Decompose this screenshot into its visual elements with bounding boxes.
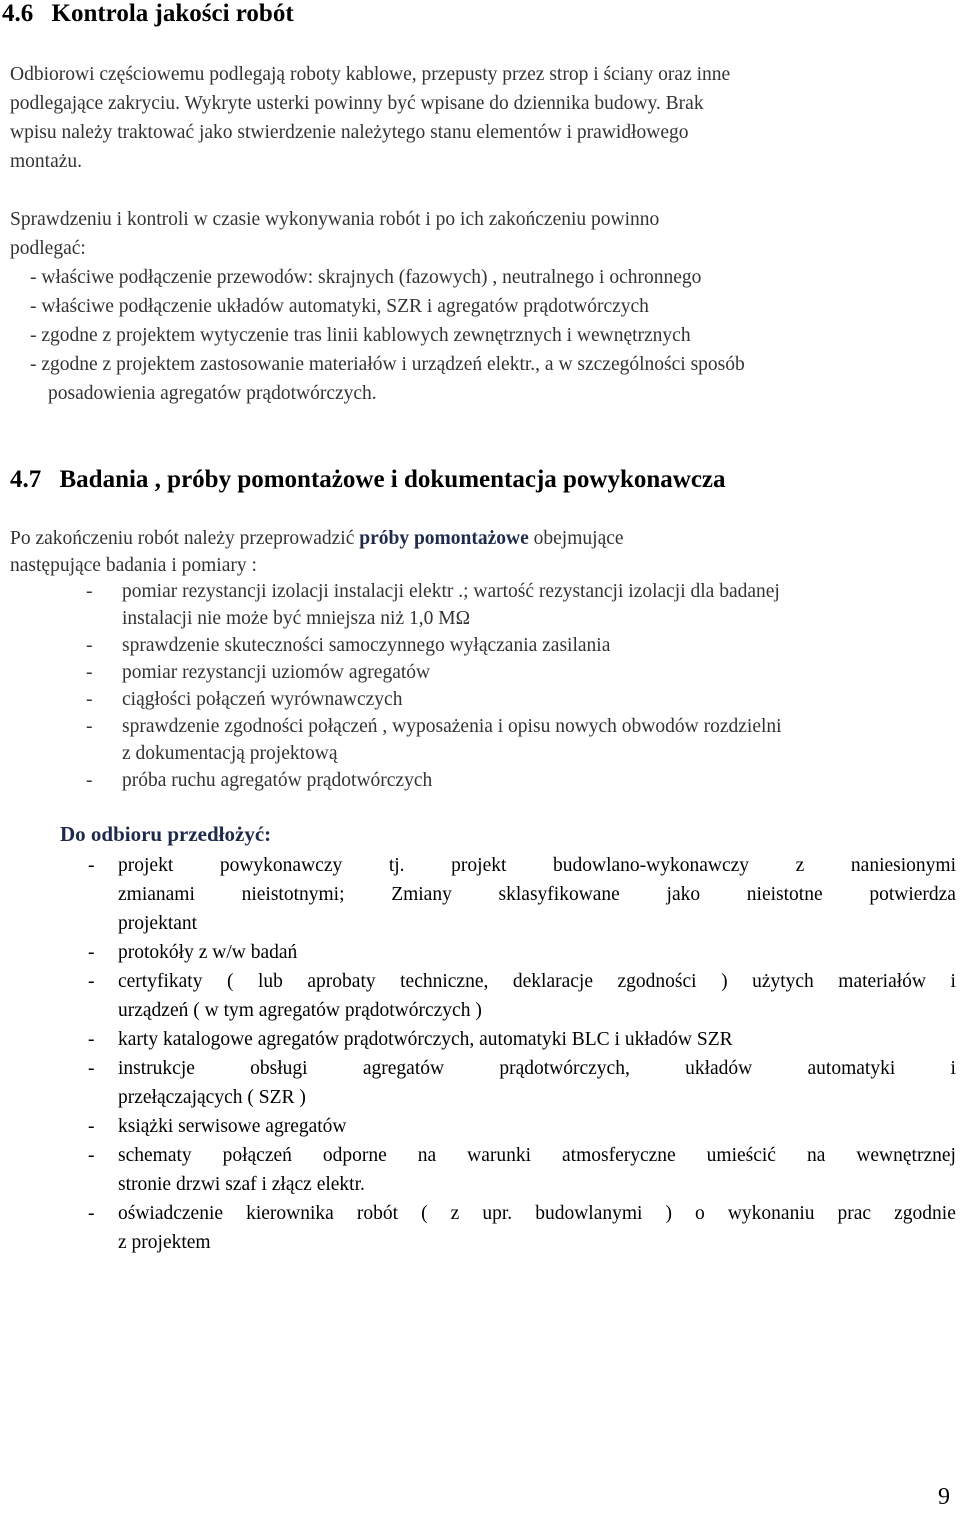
list-item-justified	[118, 1141, 956, 1170]
list-dash: -	[88, 971, 95, 992]
list-item-continuation: instalacji nie może być mniejsza niż 1,0 MΩ	[122, 608, 471, 629]
word: lub	[257, 971, 283, 992]
list-item-justified	[118, 880, 956, 909]
word: atmosferyczne	[562, 1145, 676, 1166]
word: deklaracje	[512, 971, 593, 992]
list-dash: -	[88, 855, 95, 876]
section-number: 4.7	[10, 466, 42, 493]
intro-text-end: obejmujące	[528, 528, 624, 549]
text-line: Sprawdzeniu i kontroli w czasie wykonywania robót i po ich zakończeniu powinno	[10, 209, 660, 230]
word: techniczne,	[400, 971, 489, 992]
word: )	[665, 1203, 672, 1224]
word: zmianami	[118, 884, 195, 905]
section-4-6-heading	[2, 0, 294, 28]
word: z	[450, 1203, 460, 1224]
list-item: pomiar rezystancji uziomów agregatów	[122, 662, 431, 683]
word: Zmiany	[391, 884, 452, 905]
word: potwierdza	[869, 884, 956, 905]
intro-line	[10, 524, 624, 553]
word: kierownika	[246, 1203, 334, 1224]
list-dash: -	[88, 1058, 95, 1079]
word: układów	[685, 1058, 753, 1079]
text-line: montażu.	[10, 151, 83, 172]
list-item-justified	[118, 851, 956, 880]
list-dash: -	[86, 716, 93, 737]
list-dash: -	[86, 689, 93, 710]
list-item-justified	[118, 1054, 956, 1083]
list-item-continuation: z dokumentacją projektową	[122, 743, 338, 764]
text-line: Odbiorowi częściowemu podlegają roboty kablowe, przepusty przez strop i ściany oraz inne	[10, 64, 731, 85]
section-4-7-heading	[10, 466, 726, 494]
word: aprobaty	[307, 971, 376, 992]
list-item: protokóły z w/w badań	[118, 942, 298, 963]
intro-line-2: następujące badania i pomiary :	[10, 555, 257, 576]
word: zgodności	[617, 971, 697, 992]
list-dash: -	[86, 635, 93, 656]
word: nieistotnymi;	[241, 884, 345, 905]
list-dash: -	[88, 1145, 95, 1166]
list-item: karty katalogowe agregatów prądotwórczych, automatyki BLC i układów SZR	[118, 1029, 733, 1050]
list-item: - właściwe podłączenie przewodów: skrajnych (fazowych) , neutralnego i ochronnego	[30, 267, 702, 288]
word: wykonaniu	[727, 1203, 815, 1224]
word: certyfikaty	[118, 971, 203, 992]
list-dash: -	[88, 1116, 95, 1137]
word: automatyki	[807, 1058, 896, 1079]
list-dash: -	[86, 770, 93, 791]
list-item: sprawdzenie zgodności połączeń , wyposażenia i opisu nowych obwodów rozdzielni	[122, 716, 782, 737]
odbior-heading: Do odbioru przedłożyć:	[60, 822, 272, 846]
list-item-continuation: projektant	[118, 913, 198, 934]
word: powykonawczy	[219, 855, 343, 876]
list-item-continuation: stronie drzwi szaf i złącz elektr.	[118, 1174, 365, 1195]
list-item-continuation: urządzeń ( w tym agregatów prądotwórczych )	[118, 1000, 482, 1021]
list-dash: -	[88, 942, 95, 963]
word: o	[695, 1203, 705, 1224]
word: tj.	[388, 855, 405, 876]
word: prądotwórczych,	[499, 1058, 630, 1079]
list-item: - zgodne z projektem zastosowanie materiałów i urządzeń elektr., a w szczególności sposób	[30, 354, 745, 375]
word: warunki	[467, 1145, 532, 1166]
word: na	[417, 1145, 437, 1166]
intro-bold-text: próby pomontażowe	[359, 528, 529, 549]
word: materiałów	[838, 971, 927, 992]
word: instrukcje	[118, 1058, 195, 1079]
list-item: pomiar rezystancji izolacji instalacji elektr .; wartość rezystancji izolacji dla badanej	[122, 581, 780, 602]
word: z	[795, 855, 805, 876]
word: budowlano-wykonawczy	[553, 855, 750, 876]
word: upr.	[482, 1203, 513, 1224]
list-dash: -	[86, 581, 93, 602]
word: projekt	[118, 855, 174, 876]
list-item-continuation: z projektem	[118, 1232, 211, 1253]
word: połączeń	[222, 1145, 292, 1166]
word: nieistotne	[746, 884, 823, 905]
list-item: próba ruchu agregatów prądotwórczych	[122, 770, 433, 791]
list-item: ciągłości połączeń wyrównawczych	[122, 689, 403, 710]
text-line: wpisu należy traktować jako stwierdzenie należytego stanu elementów i prawidłowego	[10, 122, 689, 143]
word: i	[950, 971, 956, 992]
intro-text: Po zakończeniu robót należy przeprowadzić	[10, 528, 360, 549]
list-item-justified	[118, 967, 956, 996]
word: na	[806, 1145, 826, 1166]
word: )	[721, 971, 728, 992]
section-title: Badania , próby pomontażowe i dokumentacja powykonawcza	[59, 466, 726, 493]
word: schematy	[118, 1145, 192, 1166]
page-number: 9	[938, 1484, 950, 1510]
list-item-continuation: posadowienia agregatów prądotwórczych.	[48, 383, 377, 404]
word: sklasyfikowane	[498, 884, 620, 905]
list-item-justified	[118, 1199, 956, 1228]
word: oświadczenie	[118, 1203, 224, 1224]
text-line: podlegające zakryciu. Wykryte usterki powinny być wpisane do dziennika budowy. Brak	[10, 93, 704, 114]
list-dash: -	[88, 1029, 95, 1050]
word: umieścić	[706, 1145, 776, 1166]
section-number: 4.6	[2, 0, 34, 27]
list-item: książki serwisowe agregatów	[118, 1116, 347, 1137]
word: (	[421, 1203, 428, 1224]
list-dash: -	[88, 1203, 95, 1224]
list-item: sprawdzenie skuteczności samoczynnego wyłączania zasilania	[122, 635, 611, 656]
word: projekt	[451, 855, 507, 876]
word: robót	[356, 1203, 399, 1224]
word: i	[950, 1058, 956, 1079]
word: agregatów	[362, 1058, 445, 1079]
word: odporne	[322, 1145, 387, 1166]
list-item: - zgodne z projektem wytyczenie tras linii kablowych zewnętrznych i wewnętrznych	[30, 325, 691, 346]
list-dash: -	[86, 662, 93, 683]
word: obsługi	[250, 1058, 308, 1079]
word: jako	[666, 884, 701, 905]
word: zgodnie	[894, 1203, 956, 1224]
list-item: - właściwe podłączenie układów automatyki, SZR i agregatów prądotwórczych	[30, 296, 649, 317]
word: (	[226, 971, 234, 992]
word: wewnętrznej	[856, 1145, 956, 1166]
word: prac	[837, 1203, 872, 1224]
list-item-continuation: przełączających ( SZR )	[118, 1087, 306, 1108]
text-line: podlegać:	[10, 238, 86, 259]
section-title: Kontrola jakości robót	[51, 0, 294, 27]
word: użytych	[752, 971, 814, 992]
word: naniesionymi	[850, 855, 956, 876]
word: budowlanymi	[535, 1203, 643, 1224]
